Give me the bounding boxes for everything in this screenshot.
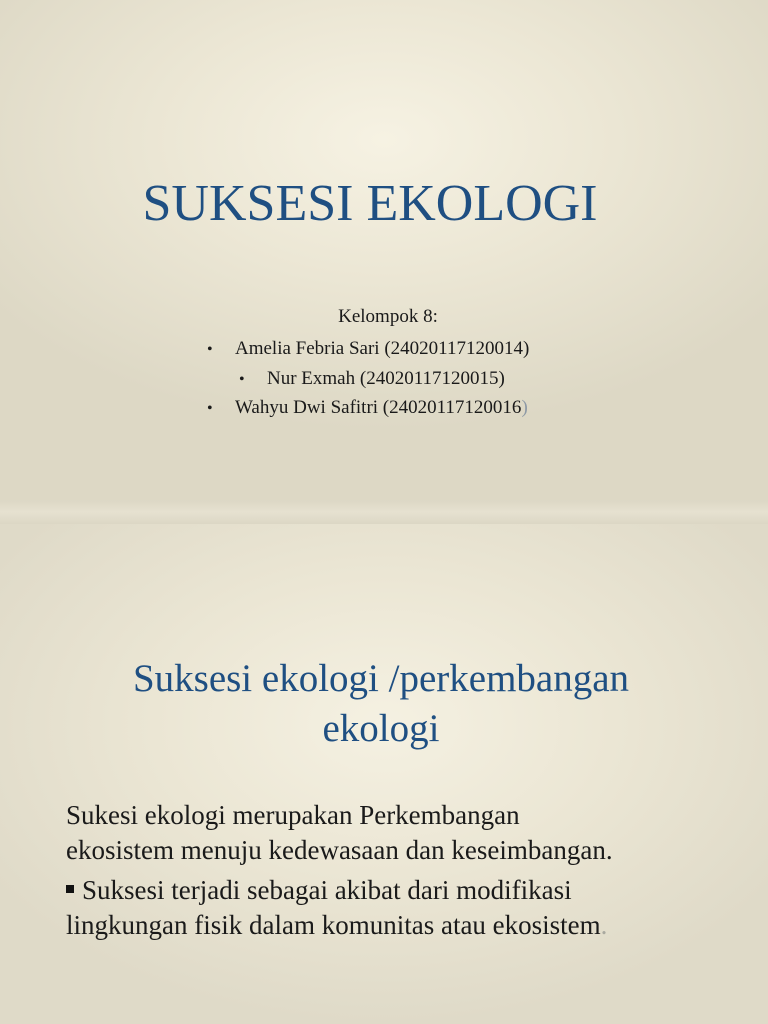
paragraph-1-line-1: Sukesi ekologi merupakan Perkembangan: [66, 800, 520, 830]
bullet-icon: •: [207, 400, 213, 417]
bullet-icon: •: [239, 371, 245, 388]
paragraph-2-line-1: Suksesi terjadi sebagai akibat dari modifikasi: [82, 875, 572, 905]
paragraph-2: [66, 873, 726, 943]
paragraph-1: [66, 798, 726, 868]
paragraph-2-tail: .: [600, 910, 608, 940]
bullet-icon: •: [207, 341, 213, 358]
title-line-1: Suksesi ekologi /perkembangan: [132, 657, 630, 700]
member-name: Amelia Febria Sari (24020117120014): [235, 338, 530, 359]
slide-title: SUKSESI EKOLOGI: [142, 175, 598, 232]
member-name: Nur Exmah (24020117120015): [267, 368, 505, 389]
member-item: [207, 396, 528, 421]
group-label: Kelompok 8:: [338, 306, 438, 327]
slide-title: [0, 654, 762, 754]
slide-2: [0, 524, 768, 1024]
square-bullet-icon: [66, 885, 74, 893]
member-item: [239, 367, 505, 392]
member-item: [207, 337, 529, 362]
title-line-2: ekologi: [322, 707, 440, 750]
member-name-tail: ): [521, 397, 528, 418]
member-name: Wahyu Dwi Safitri (24020117120016: [235, 397, 522, 418]
paragraph-2-line-2: lingkungan fisik dalam komunitas atau ekosistem: [66, 910, 601, 940]
slide-1: [0, 0, 768, 500]
paragraph-1-line-2: ekosistem menuju kedewasaan dan keseimbangan.: [66, 835, 613, 865]
slide-divider: [0, 500, 768, 524]
